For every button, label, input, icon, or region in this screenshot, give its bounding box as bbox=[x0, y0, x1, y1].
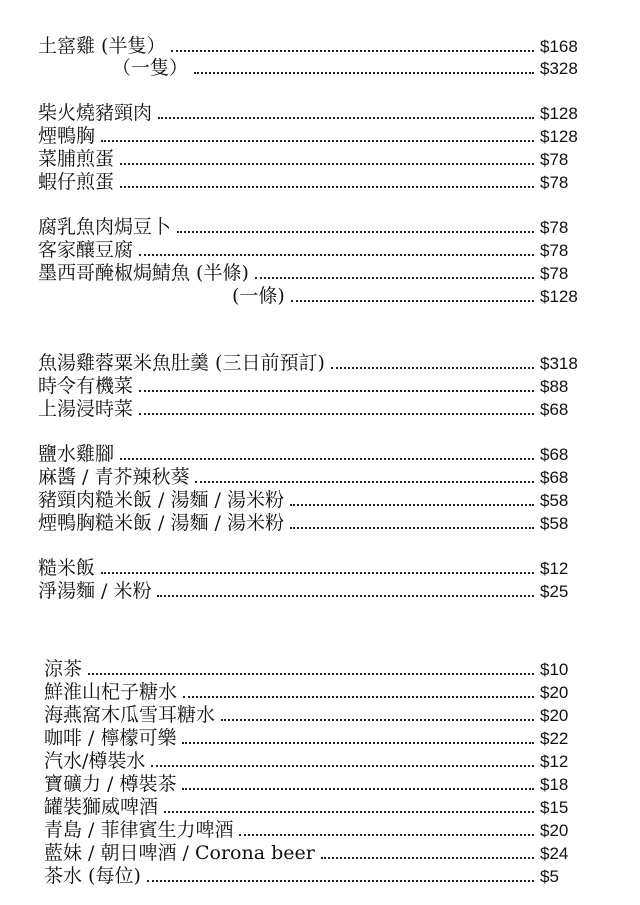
item-name: 客家釀豆腐 bbox=[38, 239, 134, 261]
item-price: $68 bbox=[540, 445, 569, 464]
dot-leader bbox=[139, 254, 534, 256]
item-name: 時令有機菜 bbox=[38, 375, 134, 397]
menu-item bbox=[38, 100, 598, 124]
item-name: 煙鴨胸糙米飯 / 湯麵 / 湯米粉 bbox=[38, 512, 284, 534]
item-price: $15 bbox=[540, 798, 569, 817]
item-name: 煙鴨胸 bbox=[38, 125, 96, 147]
item-name: （一隻） bbox=[112, 57, 189, 79]
item-price: $88 bbox=[540, 377, 569, 396]
item-price: $20 bbox=[540, 706, 569, 725]
item-price: $22 bbox=[540, 729, 569, 748]
menu-item bbox=[44, 656, 598, 680]
menu-item bbox=[38, 510, 598, 534]
item-name: 土窰雞 (半隻） bbox=[38, 35, 166, 57]
menu-item bbox=[38, 578, 598, 602]
item-name: 魚湯雞蓉粟米魚肚羹 (三日前預訂) bbox=[38, 352, 325, 374]
menu-item bbox=[44, 771, 598, 795]
menu-item bbox=[44, 794, 598, 818]
item-name: 菜脯煎蛋 bbox=[38, 148, 115, 170]
item-price: $25 bbox=[540, 582, 569, 601]
item-price: $78 bbox=[540, 241, 569, 260]
item-price: $68 bbox=[540, 400, 569, 419]
item-price: $168 bbox=[540, 37, 578, 56]
menu-item bbox=[38, 237, 598, 261]
menu-item bbox=[38, 123, 598, 147]
dot-leader bbox=[321, 857, 534, 859]
item-name: 汽水/樽裝水 bbox=[44, 750, 146, 772]
menu-item bbox=[38, 214, 598, 238]
item-price: $78 bbox=[540, 173, 569, 192]
menu-item bbox=[38, 373, 598, 397]
item-name: 糙米飯 bbox=[38, 557, 96, 579]
item-price: $68 bbox=[540, 468, 569, 487]
item-name: (一條) bbox=[232, 285, 285, 307]
dot-leader bbox=[171, 50, 534, 52]
item-price: $128 bbox=[540, 104, 578, 123]
item-price: $78 bbox=[540, 150, 569, 169]
item-price: $12 bbox=[540, 752, 569, 771]
dot-leader bbox=[194, 72, 534, 74]
dot-leader bbox=[101, 572, 534, 574]
dot-leader bbox=[139, 413, 534, 415]
item-name: 上湯浸時菜 bbox=[38, 398, 134, 420]
menu-item bbox=[44, 748, 598, 772]
menu-item bbox=[38, 260, 598, 284]
dot-leader bbox=[158, 117, 534, 119]
dot-leader bbox=[164, 811, 534, 813]
dot-leader bbox=[331, 367, 534, 369]
dot-leader bbox=[177, 231, 534, 233]
dot-leader bbox=[239, 834, 534, 836]
menu-item bbox=[44, 702, 598, 726]
dot-leader bbox=[101, 140, 534, 142]
item-name: 鹽水雞腳 bbox=[38, 443, 115, 465]
dot-leader bbox=[88, 673, 534, 675]
item-price: $20 bbox=[540, 821, 569, 840]
item-price: $78 bbox=[540, 218, 569, 237]
item-name: 藍妹 / 朝日啤酒 / Corona beer bbox=[44, 842, 315, 864]
item-name: 腐乳魚肉焗豆卜 bbox=[38, 216, 172, 238]
menu-item bbox=[38, 441, 598, 465]
dot-leader bbox=[182, 742, 534, 744]
item-name: 豬頸肉糙米飯 / 湯麵 / 湯米粉 bbox=[38, 489, 284, 511]
menu-item bbox=[38, 350, 598, 374]
item-price: $128 bbox=[540, 287, 578, 306]
dot-leader bbox=[151, 765, 534, 767]
dot-leader bbox=[120, 163, 534, 165]
item-name: 涼茶 bbox=[44, 658, 83, 680]
menu-item bbox=[112, 55, 598, 79]
item-name: 柴火燒豬頸肉 bbox=[38, 102, 153, 124]
item-name: 墨西哥醃椒焗鯖魚 (半條) bbox=[38, 262, 249, 284]
item-name: 咖啡 / 檸檬可樂 bbox=[44, 727, 177, 749]
item-price: $18 bbox=[540, 775, 569, 794]
dot-leader bbox=[182, 788, 534, 790]
dot-leader bbox=[255, 277, 534, 279]
menu-item bbox=[38, 464, 598, 488]
dot-leader bbox=[290, 527, 534, 529]
item-name: 罐裝獅威啤酒 bbox=[44, 796, 159, 818]
menu-item bbox=[44, 679, 598, 703]
dot-leader bbox=[290, 504, 534, 506]
item-price: $318 bbox=[540, 354, 578, 373]
dot-leader bbox=[221, 719, 534, 721]
menu-item bbox=[44, 725, 598, 749]
item-price: $128 bbox=[540, 127, 578, 146]
menu-item bbox=[38, 33, 598, 57]
dot-leader bbox=[183, 696, 534, 698]
menu-item bbox=[44, 817, 598, 841]
item-name: 淨湯麵 / 米粉 bbox=[38, 580, 152, 602]
menu-item bbox=[44, 863, 598, 887]
item-name: 青島 / 菲律賓生力啤酒 bbox=[44, 819, 234, 841]
menu-item bbox=[38, 396, 598, 420]
item-name: 海燕窩木瓜雪耳糖水 bbox=[44, 704, 216, 726]
menu-item bbox=[38, 146, 598, 170]
item-price: $20 bbox=[540, 683, 569, 702]
dot-leader bbox=[157, 595, 534, 597]
item-name: 寶礦力 / 樽裝茶 bbox=[44, 773, 177, 795]
menu-item bbox=[38, 555, 598, 579]
dot-leader bbox=[120, 458, 534, 460]
dot-leader bbox=[120, 186, 534, 188]
menu-item bbox=[232, 283, 598, 307]
dot-leader bbox=[291, 300, 534, 302]
menu-item bbox=[44, 840, 598, 864]
item-price: $24 bbox=[540, 844, 569, 863]
item-price: $328 bbox=[540, 59, 578, 78]
dot-leader bbox=[147, 880, 534, 882]
item-name: 鮮淮山杞子糖水 bbox=[44, 681, 178, 703]
item-price: $12 bbox=[540, 559, 569, 578]
item-price: $58 bbox=[540, 491, 569, 510]
item-price: $78 bbox=[540, 264, 569, 283]
item-price: $58 bbox=[540, 514, 569, 533]
item-name: 蝦仔煎蛋 bbox=[38, 171, 115, 193]
item-name: 麻醬 / 青芥辣秋葵 bbox=[38, 466, 190, 488]
dot-leader bbox=[139, 390, 534, 392]
menu-item bbox=[38, 169, 598, 193]
item-name: 茶水 (每位) bbox=[44, 865, 141, 887]
item-price: $10 bbox=[540, 660, 569, 679]
dot-leader bbox=[195, 481, 534, 483]
item-price: $5 bbox=[540, 867, 559, 886]
menu-item bbox=[38, 487, 598, 511]
